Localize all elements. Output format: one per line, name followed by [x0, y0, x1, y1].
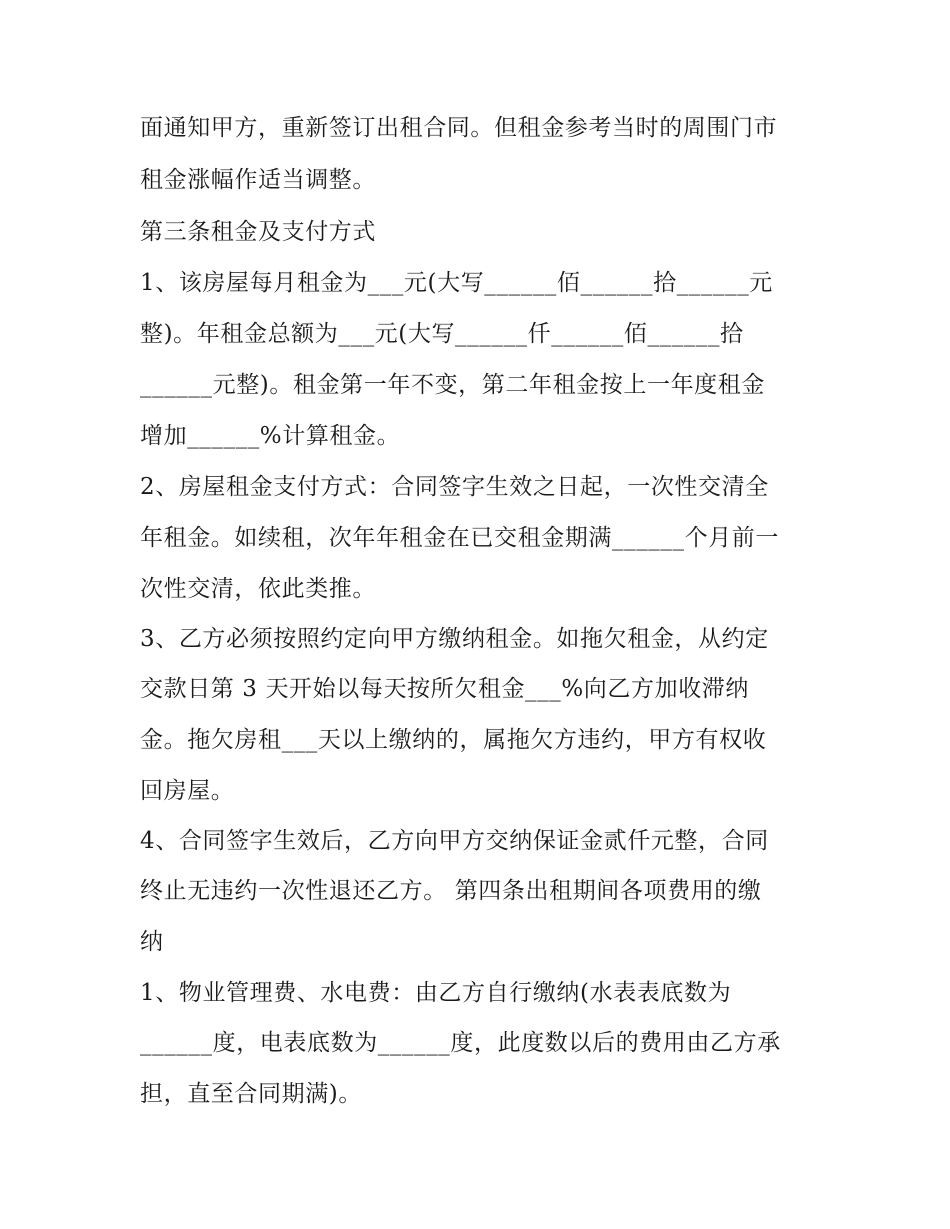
clause-line: 纳: [140, 929, 164, 955]
clause-line: ______度，电表底数为______度，此度数以后的费用由乙方承: [140, 1030, 781, 1056]
clause-line: 次性交清，依此类推。: [140, 576, 376, 602]
clause-line: 担，直至合同期满)。: [140, 1081, 362, 1107]
clause-line: 2、房屋租金支付方式：合同签字生效之日起，一次性交清全: [140, 474, 769, 500]
clause-line: 金。拖欠房租___天以上缴纳的，属拖欠方违约，甲方有权收: [140, 727, 767, 753]
paragraph-line: 租金涨幅作适当调整。: [140, 167, 376, 193]
paragraph-line: 面通知甲方，重新签订出租合同。但租金参考当时的周围门市: [140, 115, 778, 141]
clause-line: 整)。年租金总额为___元(大写______仟______佰______拾: [140, 321, 744, 347]
clause-line: 1、该房屋每月租金为___元(大写______佰______拾______元: [140, 270, 773, 296]
clause-line: 终止无违约一次性退还乙方。 第四条出租期间各项费用的缴: [140, 878, 762, 904]
clause-line: 交款日第 3 天开始以每天按所欠租金___%向乙方加收滞纳: [140, 676, 750, 702]
clause-line: 增加______%计算租金。: [140, 423, 401, 449]
clause-line: 4、合同签字生效后，乙方向甲方交纳保证金贰仟元整，合同: [140, 828, 769, 854]
section-heading: 第三条租金及支付方式: [140, 219, 376, 245]
clause-line: 回房屋。: [140, 778, 235, 804]
clause-line: 3、乙方必须按照约定向甲方缴纳租金。如拖欠租金，从约定: [140, 626, 769, 652]
clause-line: ______元整)。租金第一年不变，第二年租金按上一年度租金: [140, 372, 765, 398]
clause-line: 1、物业管理费、水电费：由乙方自行缴纳(水表表底数为: [140, 980, 732, 1006]
clause-line: 年租金。如续租，次年年租金在已交租金期满______个月前一: [140, 525, 779, 551]
